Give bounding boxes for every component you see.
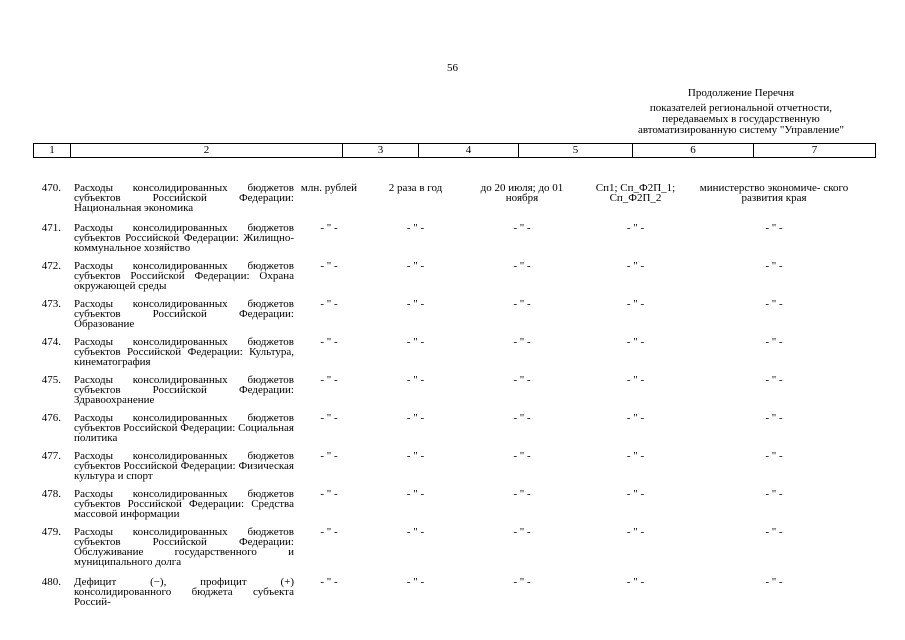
header-col-2: 2 — [71, 144, 343, 157]
row-frequency: - " - — [406, 526, 425, 538]
row-form: - " - — [626, 260, 645, 272]
row-number: 478. — [41, 488, 61, 500]
row-number: 474. — [41, 336, 61, 348]
table-row — [33, 183, 876, 213]
row-form: - " - — [626, 298, 645, 310]
row-deadline: - " - — [513, 450, 531, 462]
row-deadline: - " - — [513, 526, 531, 538]
row-indicator: Расходы консолидированных бюджетов субъектов Российской Федерации: Национальная экономика — [74, 182, 294, 214]
row-number: 473. — [41, 298, 61, 310]
row-number: 475. — [41, 374, 61, 386]
row-agency: - " - — [765, 488, 783, 500]
row-indicator: Расходы консолидированных бюджетов субъектов Российской Федерации: Физическая культура и спорт — [74, 450, 294, 482]
row-number: 479. — [41, 526, 61, 538]
row-agency: - " - — [765, 576, 783, 588]
header-col-1: 1 — [34, 144, 71, 157]
row-frequency: 2 раза в год — [388, 182, 443, 194]
row-unit: - " - — [320, 336, 338, 348]
row-frequency: - " - — [406, 298, 425, 310]
caption-line-2: показателей региональной отчетности, — [649, 102, 833, 114]
table-row — [33, 375, 876, 405]
table-row — [33, 489, 876, 519]
row-frequency: - " - — [406, 488, 425, 500]
row-agency: - " - — [765, 260, 783, 272]
row-number: 480. — [41, 576, 61, 588]
table-row — [33, 223, 876, 253]
row-frequency: - " - — [406, 412, 425, 424]
row-unit: - " - — [320, 260, 338, 272]
header-col-4: 4 — [419, 144, 519, 157]
row-form: - " - — [626, 526, 645, 538]
header-col-5: 5 — [519, 144, 633, 157]
row-form: - " - — [626, 222, 645, 234]
row-agency: министерство экономиче- ского развития края — [699, 182, 849, 204]
row-deadline: - " - — [513, 412, 531, 424]
row-agency: - " - — [765, 374, 783, 386]
table-row — [33, 451, 876, 481]
row-unit: - " - — [320, 488, 338, 500]
row-unit: - " - — [320, 526, 338, 538]
caption-line-1: Продолжение Перечня — [687, 87, 795, 99]
row-number: 470. — [41, 182, 61, 194]
header-col-3: 3 — [343, 144, 419, 157]
row-deadline: - " - — [513, 336, 531, 348]
row-unit: - " - — [320, 450, 338, 462]
row-number: 471. — [41, 222, 61, 234]
row-indicator: Расходы консолидированных бюджетов субъектов Российской Федерации: Здравоохранение — [74, 374, 294, 406]
row-form: - " - — [626, 488, 645, 500]
caption-line-4: автоматизированную систему "Управление" — [637, 124, 845, 136]
row-agency: - " - — [765, 450, 783, 462]
row-form: - " - — [626, 374, 645, 386]
row-agency: - " - — [765, 526, 783, 538]
row-frequency: - " - — [406, 576, 425, 588]
row-form: - " - — [626, 412, 645, 424]
page-number: 56 — [447, 62, 458, 74]
table-row — [33, 527, 876, 567]
row-unit: - " - — [320, 222, 338, 234]
row-indicator: Расходы консолидированных бюджетов субъектов Российской Федерации: Охрана окружающей среды — [74, 260, 294, 292]
table-row — [33, 299, 876, 329]
row-deadline: - " - — [513, 488, 531, 500]
row-number: 476. — [41, 412, 61, 424]
row-frequency: - " - — [406, 374, 425, 386]
row-indicator: Дефицит (−), профицит (+) консолидированного бюджета субъекта Россий- — [74, 576, 294, 608]
row-frequency: - " - — [406, 222, 425, 234]
row-frequency: - " - — [406, 260, 425, 272]
row-deadline: - " - — [513, 374, 531, 386]
row-deadline: - " - — [513, 298, 531, 310]
row-deadline: до 20 июля; до 01 ноября — [480, 182, 564, 204]
row-agency: - " - — [765, 336, 783, 348]
row-deadline: - " - — [513, 222, 531, 234]
caption-line-3: передаваемых в государственную — [662, 113, 820, 125]
row-agency: - " - — [765, 298, 783, 310]
row-deadline: - " - — [513, 260, 531, 272]
row-frequency: - " - — [406, 450, 425, 462]
row-indicator: Расходы консолидированных бюджетов субъектов Российской Федерации: Обслуживание государственного и муниципального долга — [74, 526, 294, 568]
row-form: - " - — [626, 336, 645, 348]
row-unit: - " - — [320, 298, 338, 310]
row-frequency: - " - — [406, 336, 425, 348]
header-col-7: 7 — [811, 144, 818, 156]
row-form: - " - — [626, 576, 645, 588]
row-indicator: Расходы консолидированных бюджетов субъектов Российской Федерации: Жилищно-коммунальное хозяйство — [74, 222, 294, 254]
table-row — [33, 413, 876, 443]
row-indicator: Расходы консолидированных бюджетов субъектов Российской Федерации: Образование — [74, 298, 294, 330]
table-row — [33, 337, 876, 367]
row-unit: - " - — [320, 576, 338, 588]
row-unit: млн. рублей — [300, 182, 358, 194]
table-caption — [600, 88, 882, 136]
row-number: 477. — [41, 450, 61, 462]
table-row — [33, 577, 876, 607]
table-header — [33, 143, 876, 158]
row-form: - " - — [626, 450, 645, 462]
row-number: 472. — [41, 260, 61, 272]
row-deadline: - " - — [513, 576, 531, 588]
row-indicator: Расходы консолидированных бюджетов субъектов Российской Федерации: Социальная политика — [74, 412, 294, 444]
row-indicator: Расходы консолидированных бюджетов субъектов Российской Федерации: Средства массовой информации — [74, 488, 294, 520]
header-col-6: 6 — [633, 144, 754, 157]
row-agency: - " - — [765, 412, 783, 424]
row-unit: - " - — [320, 374, 338, 386]
row-unit: - " - — [320, 412, 338, 424]
row-agency: - " - — [765, 222, 783, 234]
row-form: Сп1; Сп_Ф2П_1; Сп_Ф2П_2 — [595, 182, 676, 204]
row-indicator: Расходы консолидированных бюджетов субъектов Российской Федерации: Культура, кинематография — [74, 336, 294, 368]
table-row — [33, 261, 876, 291]
